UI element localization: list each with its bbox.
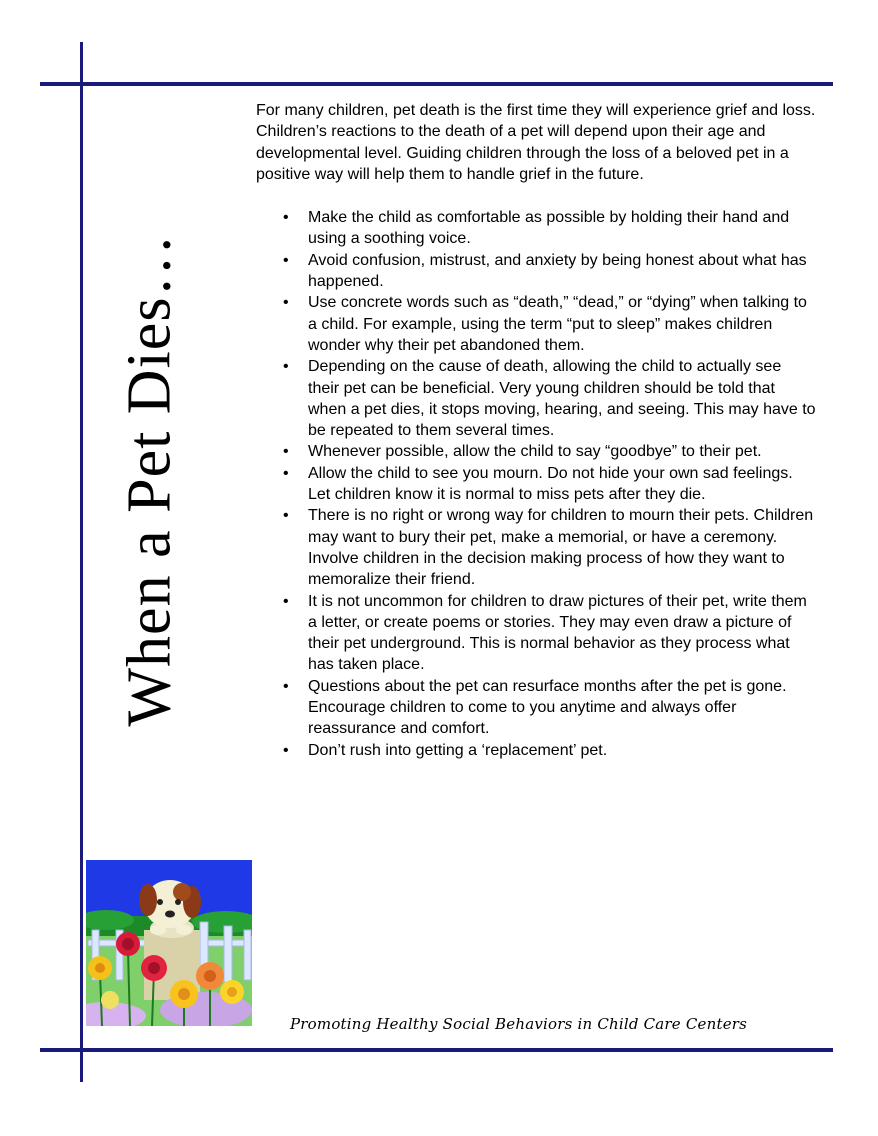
vertical-rule [80,42,83,1082]
list-item: • Questions about the pet can resurface months after the pet is gone. Encourage children to come to you anytime and always offer reassurance and comfort. [256,676,816,740]
list-item: • Avoid confusion, mistrust, and anxiety by being honest about what has happened. [256,250,816,293]
list-item: • Whenever possible, allow the child to say “goodbye” to their pet. [256,441,816,462]
footer-tagline: Promoting Healthy Social Behaviors in Child Care Centers [290,1015,748,1033]
puppy-garden-illustration [86,860,252,1026]
list-item: • Allow the child to see you mourn. Do not hide your own sad feelings. Let children know it is normal to miss pets after they die. [256,463,816,506]
list-item: • It is not uncommon for children to draw pictures of their pet, write them a letter, or create poems or stories. They may even draw a picture of their pet underground. This is normal behavior as they process what has taken place. [256,591,816,676]
page-title: When a Pet Dies… [115,233,184,727]
bottom-rule [40,1048,833,1052]
tips-list [256,207,816,761]
list-item: • Depending on the cause of death, allowing the child to actually see their pet can be beneficial. Very young children should be told that when a pet dies, it stops moving, hearing, and seeing. This may have to be repeated to them several times. [256,356,816,441]
title-area [100,210,200,750]
list-item: • Don’t rush into getting a ‘replacement’ pet. [256,740,816,761]
list-item: • Make the child as comfortable as possible by holding their hand and using a soothing voice. [256,207,816,250]
intro-paragraph: For many children, pet death is the first time they will experience grief and loss. Children’s reactions to the death of a pet will depend upon their age and developmental level. Guiding children through the loss of a beloved pet in a positive way will help them to handle grief in the future. [256,102,816,183]
list-item: • There is no right or wrong way for children to mourn their pets. Children may want to bury their pet, make a memorial, or have a ceremony. Involve children in the decision making process of how they want to memoralize their friend. [256,505,816,590]
list-item: • Use concrete words such as “death,” “dead,” or “dying” when talking to a child. For example, using the term “put to sleep” makes children wonder why their pet abandoned them. [256,292,816,356]
top-rule [40,82,833,86]
main-content [256,100,816,761]
